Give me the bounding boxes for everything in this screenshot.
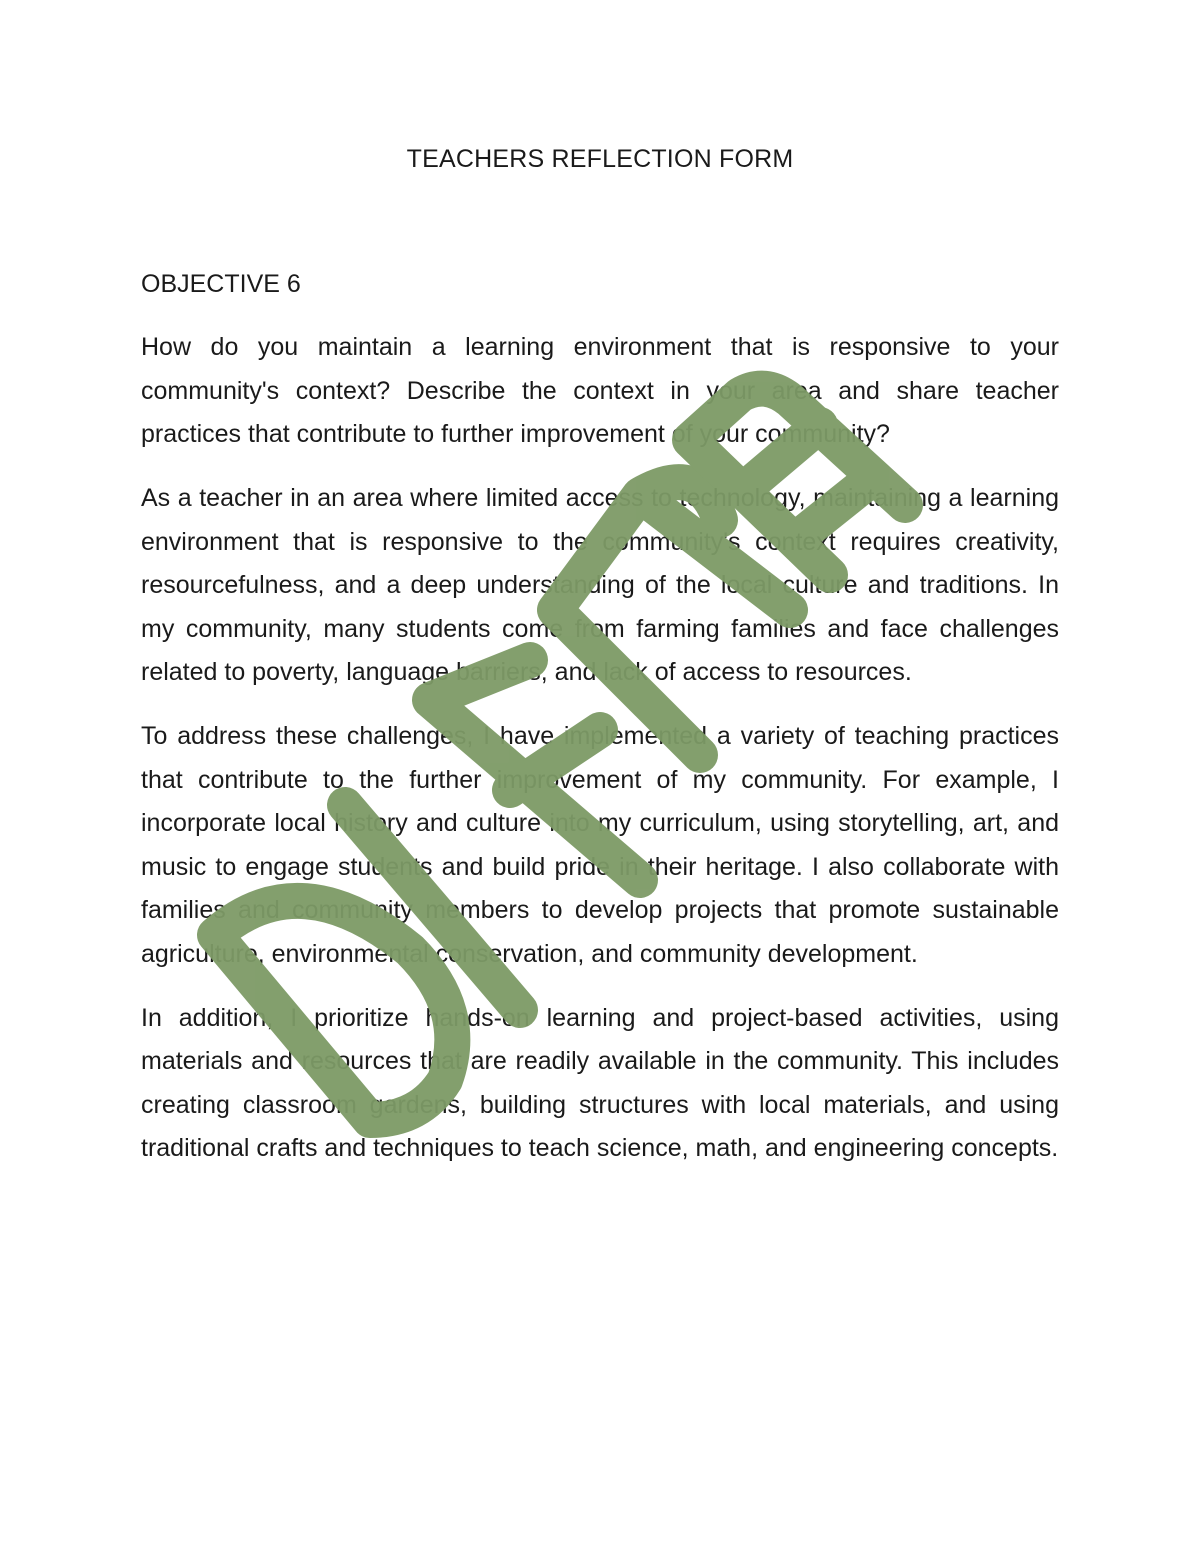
document-title: TEACHERS REFLECTION FORM: [406, 145, 794, 173]
answer-paragraph-3: In addition, I prioritize hands-on learning and project-based activities, using materials and resources that are readily available in the community. This includes creating classroom gardens, building structures with local materials, and using traditional crafts and techniques to teach science, math, and engineering concepts.: [141, 1003, 1059, 1163]
question-paragraph: How do you maintain a learning environment that is responsive to your community's context? Describe the context in your area and share teacher practices that contribute to further improvement of your community?: [141, 333, 1059, 449]
answer-paragraph-1: As a teacher in an area where limited access to technology, maintaining a learning environment that is responsive to the community's context requires creativity, resourcefulness, and a deep understanding of the local culture and traditions. In my community, many students come from farming families and face challenges related to poverty, language barriers, and lack of access to resources.: [141, 483, 1059, 687]
document-body: [141, 138, 1059, 1191]
objective-label: OBJECTIVE 6: [141, 269, 301, 298]
answer-paragraph-2: To address these challenges, I have implemented a variety of teaching practices that contribute to the further improvement of my community. For example, I incorporate local history and culture into my curriculum, using storytelling, art, and music to engage students and build pride in their heritage. I also collaborate with families and community members to develop projects that promote sustainable agriculture, environmental conservation, and community development.: [141, 721, 1059, 968]
